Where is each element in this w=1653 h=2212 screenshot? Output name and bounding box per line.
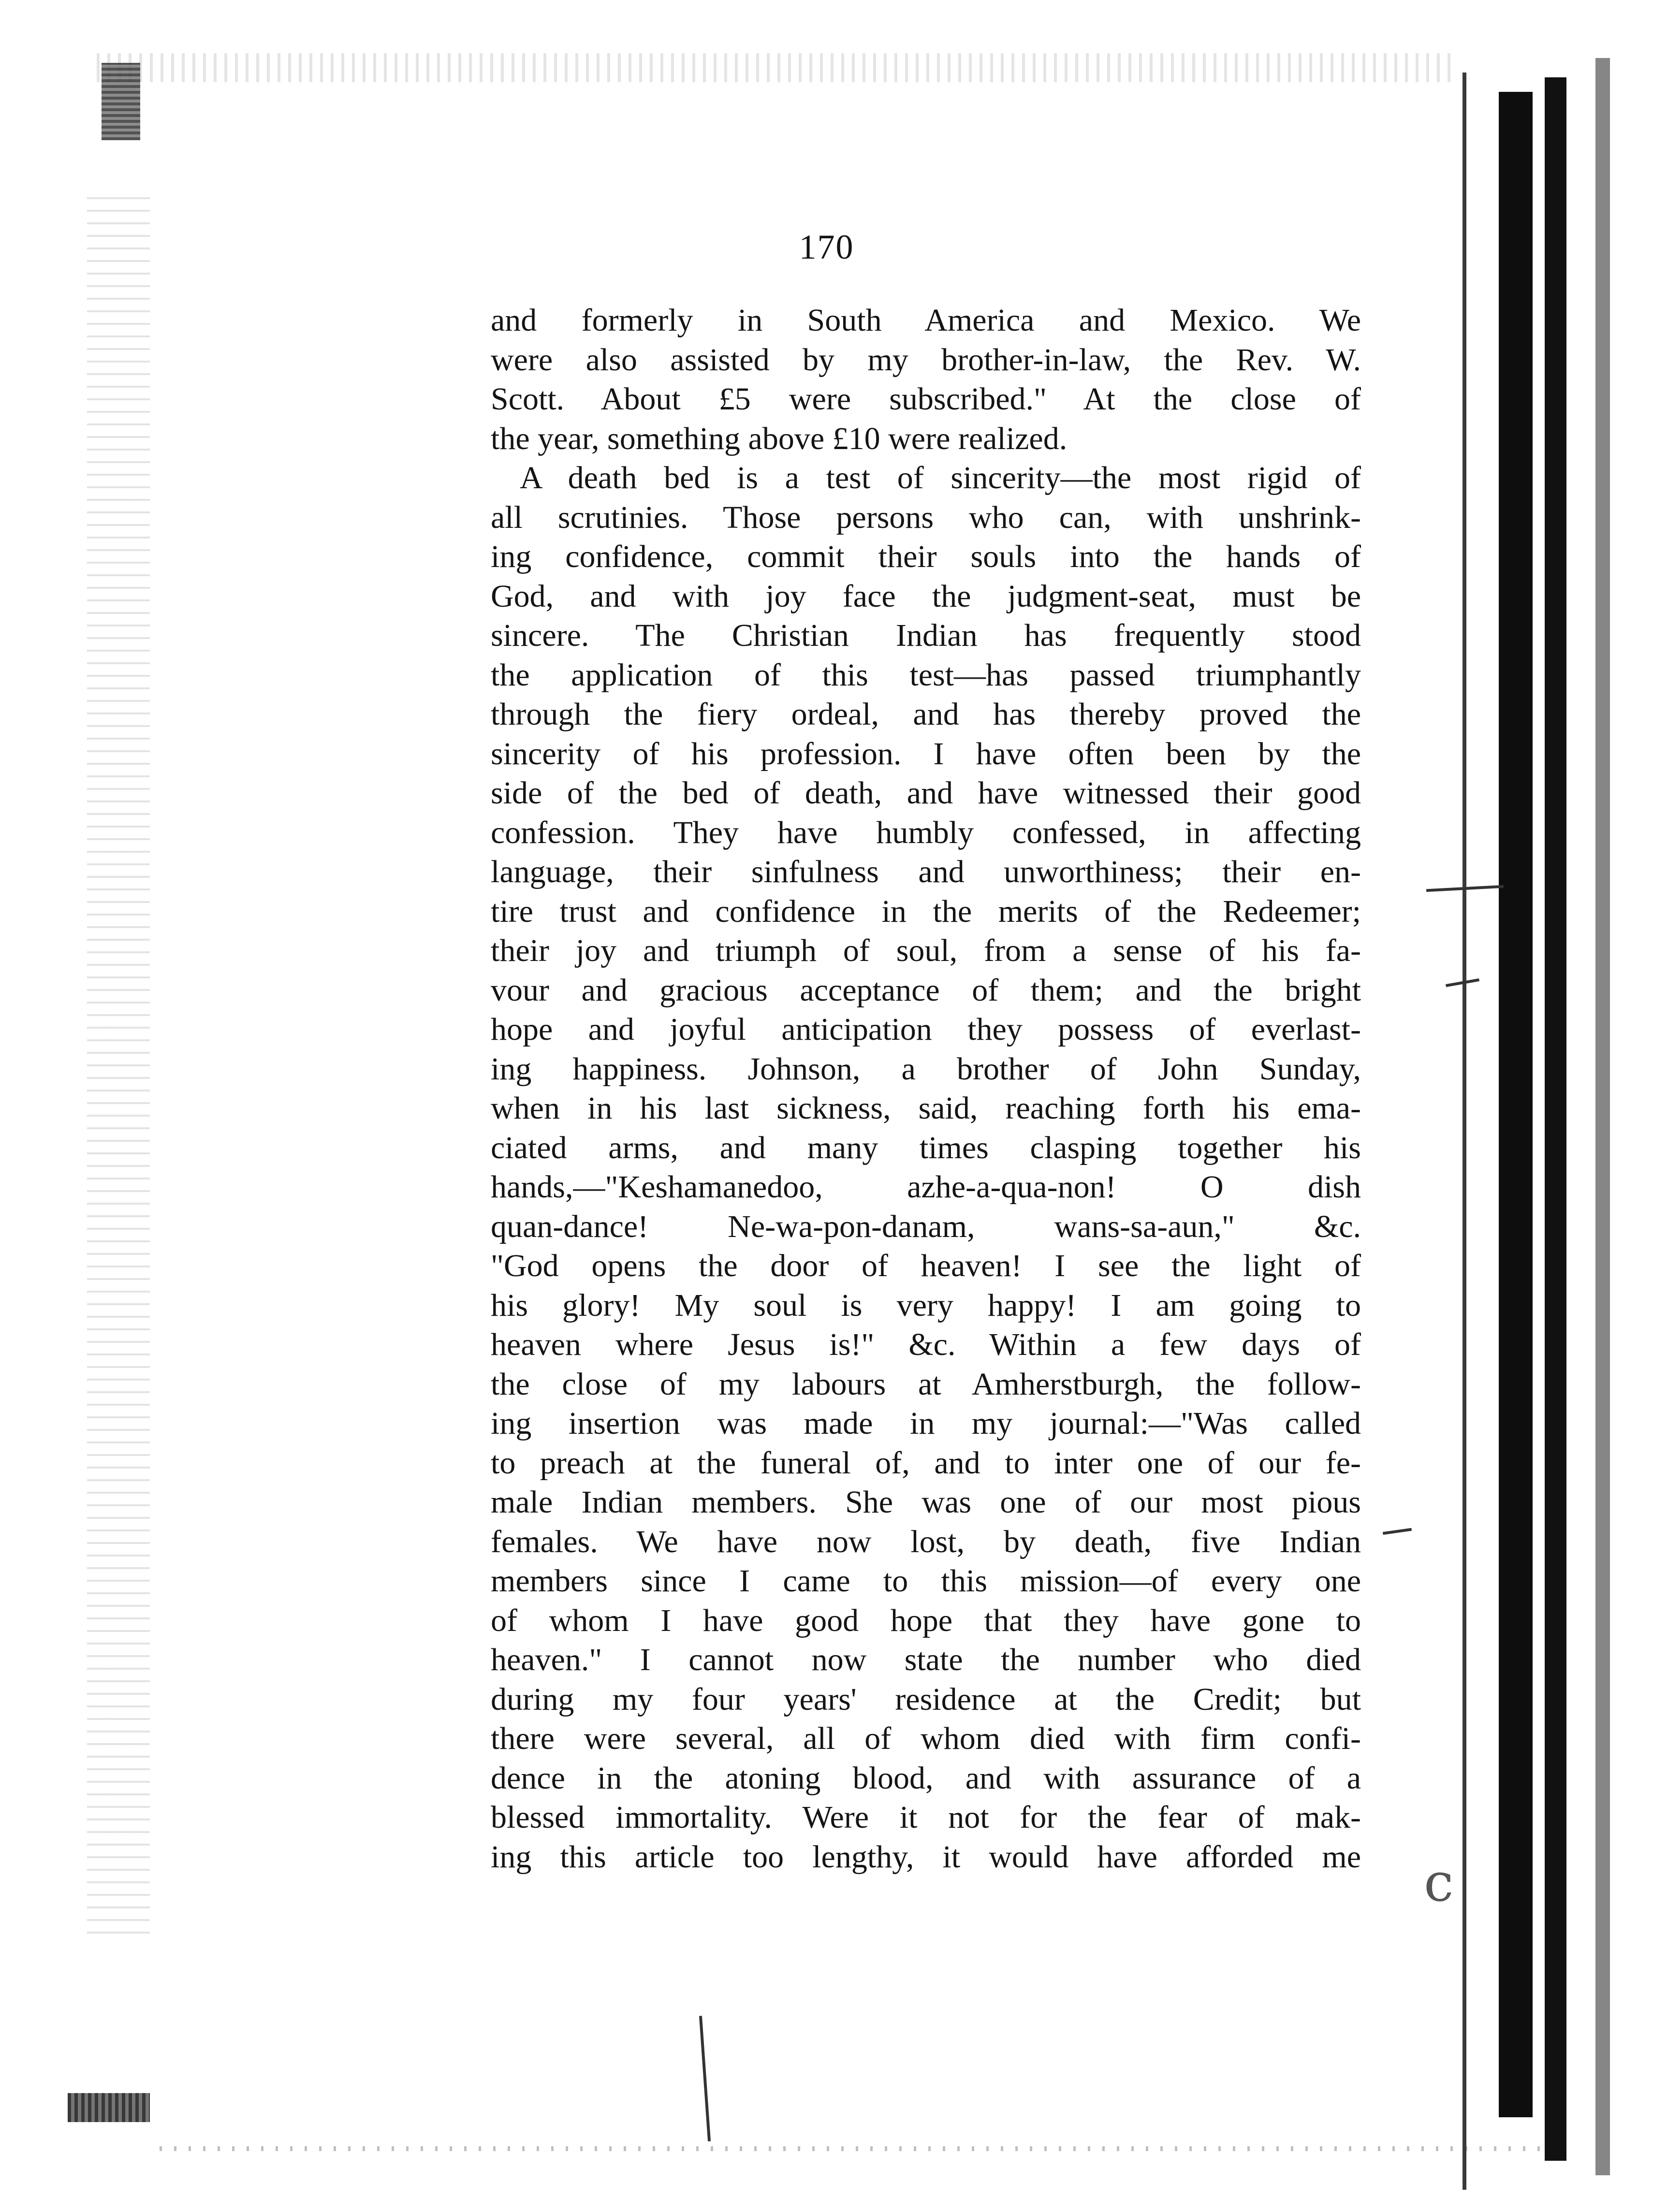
text-line: their joy and triumph of soul, from a sense of his fa- xyxy=(491,933,1361,968)
scan-noise-left-bottom xyxy=(68,2093,150,2122)
text-line: hope and joyful anticipation they possess of everlast- xyxy=(491,1012,1361,1047)
text-line: ing insertion was made in my journal:—"Was called xyxy=(491,1406,1361,1441)
fold-mark xyxy=(699,2016,711,2141)
text-line: of whom I have good hope that they have gone to xyxy=(491,1602,1361,1638)
page-edge-line xyxy=(1463,73,1466,2190)
text-line: vour and gracious acceptance of them; and the bright xyxy=(491,972,1361,1008)
text-line: blessed immortality. Were it not for the fear of mak- xyxy=(491,1800,1361,1835)
text-line: ciated arms, and many times clasping together his xyxy=(491,1130,1361,1165)
text-line: ing happiness. Johnson, a brother of John Sunday, xyxy=(491,1051,1361,1087)
text-line: the year, something above £10 were realized. xyxy=(491,421,1068,456)
page-edge-binding xyxy=(1545,77,1566,2161)
scan-noise-left-top xyxy=(102,63,140,140)
text-line: language, their sinfulness and unworthiness; their en- xyxy=(491,854,1361,889)
text-line: through the fiery ordeal, and has thereby proved the xyxy=(491,697,1361,732)
text-line: females. We have now lost, by death, five Indian xyxy=(491,1524,1361,1559)
text-line: heaven." I cannot now state the number who died xyxy=(491,1642,1361,1677)
text-line: and formerly in South America and Mexico. We xyxy=(491,303,1361,338)
text-line: there were several, all of whom died with firm confi- xyxy=(491,1721,1361,1756)
text-line: the application of this test—has passed triumphantly xyxy=(491,657,1361,693)
text-line: male Indian members. She was one of our most pious xyxy=(491,1484,1361,1520)
text-line: A death bed is a test of sincerity—the most rigid of xyxy=(520,460,1361,495)
text-line: ing this article too lengthy, it would have afforded me xyxy=(491,1839,1361,1875)
text-line: during my four years' residence at the Credit; but xyxy=(491,1681,1361,1717)
text-line: hands,—"Keshamanedoo, azhe-a-qua-non! O dish xyxy=(491,1169,1361,1205)
text-line: God, and with joy face the judgment-seat, must be xyxy=(491,578,1361,614)
margin-pencil-mark: c xyxy=(1424,1851,1454,1913)
text-line: all scrutinies. Those persons who can, with unshrink- xyxy=(491,499,1361,535)
text-line: members since I came to this mission—of every one xyxy=(491,1563,1361,1599)
text-line: ing confidence, commit their souls into the hands of xyxy=(491,539,1361,574)
text-line: to preach at the funeral of, and to inter one of our fe- xyxy=(491,1445,1361,1481)
text-line: sincerity of his profession. I have often been by the xyxy=(491,736,1361,771)
text-line: when in his last sickness, said, reaching forth his ema- xyxy=(491,1091,1361,1126)
text-line: Scott. About £5 were subscribed." At the close of xyxy=(491,381,1361,417)
text-line: quan-dance! Ne-wa-pon-danam, wans-sa-aun," &c. xyxy=(491,1208,1361,1244)
margin-stroke xyxy=(1383,1528,1412,1535)
page-edge-shadow xyxy=(1499,92,1533,2117)
text-line: tire trust and confidence in the merits of the Redeemer; xyxy=(491,893,1361,929)
body-text xyxy=(491,301,1361,1877)
text-line: were also assisted by my brother-in-law, the Rev. W. xyxy=(491,342,1361,378)
text-line: dence in the atoning blood, and with assurance of a xyxy=(491,1760,1361,1796)
text-line: confession. They have humbly confessed, in affecting xyxy=(491,815,1361,850)
scan-noise-top xyxy=(97,53,1450,82)
page-number: 170 xyxy=(799,228,854,266)
text-line: his glory! My soul is very happy! I am going to xyxy=(491,1287,1361,1323)
text-line: the close of my labours at Amherstburgh, the follow- xyxy=(491,1366,1361,1402)
text-line: side of the bed of death, and have witnessed their good xyxy=(491,775,1361,811)
page-edge-far xyxy=(1595,58,1610,2175)
scan-noise-left xyxy=(87,193,150,1934)
text-line: "God opens the door of heaven! I see the light of xyxy=(491,1248,1361,1283)
text-line: sincere. The Christian Indian has frequently stood xyxy=(491,618,1361,653)
text-line: heaven where Jesus is!" &c. Within a few days of xyxy=(491,1327,1361,1362)
scan-noise-bottom xyxy=(160,2146,1562,2151)
